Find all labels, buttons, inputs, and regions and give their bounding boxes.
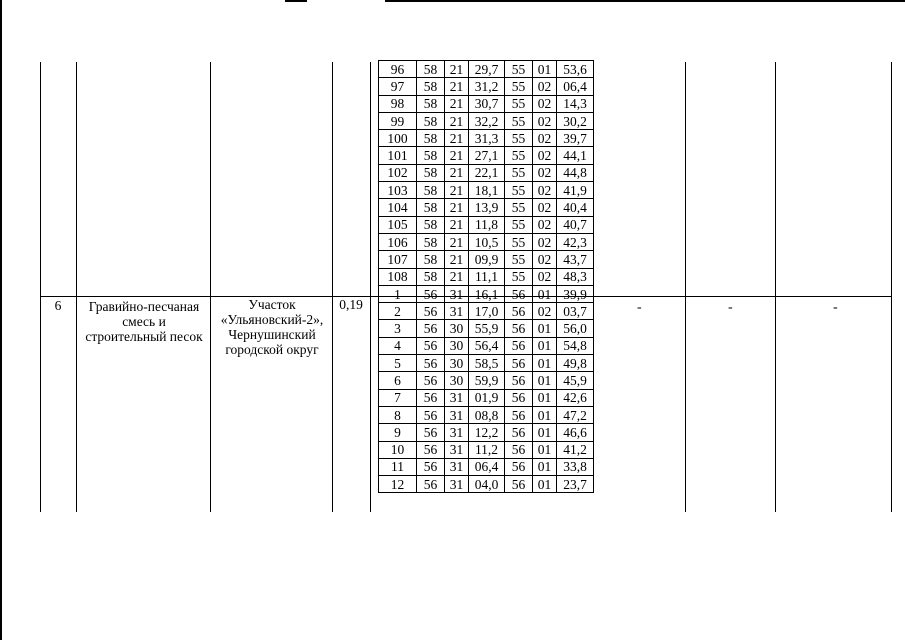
grid-line xyxy=(210,62,211,512)
coordinate-cell: 56 xyxy=(505,458,533,475)
coordinate-cell: 21 xyxy=(445,164,469,181)
coordinate-cell: 96 xyxy=(379,61,417,78)
coordinate-cell: 105 xyxy=(379,216,417,233)
empty-value-dash: - xyxy=(833,300,838,315)
coordinate-cell: 01 xyxy=(533,458,557,475)
empty-value-dash: - xyxy=(728,300,733,315)
coordinate-cell: 22,1 xyxy=(469,164,505,181)
coordinate-cell: 5 xyxy=(379,355,417,372)
grid-line xyxy=(685,62,686,512)
coordinate-row xyxy=(379,147,594,164)
coordinate-cell: 11 xyxy=(379,458,417,475)
coordinate-cell: 56 xyxy=(417,320,445,337)
coordinate-cell: 18,1 xyxy=(469,182,505,199)
coordinate-row xyxy=(379,320,594,337)
coordinate-row xyxy=(379,199,594,216)
coordinate-cell: 9 xyxy=(379,424,417,441)
coordinate-cell: 21 xyxy=(445,182,469,199)
grid-line xyxy=(76,62,77,512)
coordinate-cell: 53,6 xyxy=(557,61,594,78)
coordinate-cell: 48,3 xyxy=(557,268,594,285)
coordinate-cell: 01 xyxy=(533,406,557,423)
coordinate-cell: 06,4 xyxy=(469,458,505,475)
coordinate-cell: 06,4 xyxy=(557,78,594,95)
coordinate-row xyxy=(379,112,594,129)
grid-line xyxy=(40,62,41,512)
coordinate-cell: 02 xyxy=(533,268,557,285)
coordinate-cell: 108 xyxy=(379,268,417,285)
grid-line xyxy=(775,62,776,512)
coordinate-cell: 54,8 xyxy=(557,337,594,354)
coordinate-cell: 56 xyxy=(505,406,533,423)
coordinate-cell: 56 xyxy=(417,337,445,354)
coordinate-cell: 56 xyxy=(505,424,533,441)
coordinate-cell: 11,1 xyxy=(469,268,505,285)
coordinate-cell: 6 xyxy=(379,372,417,389)
coordinate-cell: 21 xyxy=(445,251,469,268)
coordinate-cell: 30 xyxy=(445,337,469,354)
coordinate-cell: 56 xyxy=(417,303,445,320)
coordinate-cell: 58 xyxy=(417,61,445,78)
coordinate-cell: 106 xyxy=(379,233,417,250)
coordinate-cell: 41,2 xyxy=(557,441,594,458)
coordinate-cell: 47,2 xyxy=(557,406,594,423)
coordinate-cell: 7 xyxy=(379,389,417,406)
coordinate-cell: 02 xyxy=(533,199,557,216)
coordinate-cell: 12,2 xyxy=(469,424,505,441)
coordinate-cell: 33,8 xyxy=(557,458,594,475)
coordinate-cell: 103 xyxy=(379,182,417,199)
coordinate-cell: 8 xyxy=(379,406,417,423)
coordinate-cell: 56 xyxy=(505,320,533,337)
coordinate-cell: 55,9 xyxy=(469,320,505,337)
coordinate-row xyxy=(379,441,594,458)
mineral-type: Гравийно-песчаная смесь и строительный песок xyxy=(85,299,203,344)
coordinate-cell: 31 xyxy=(445,389,469,406)
coordinate-cell: 44,1 xyxy=(557,147,594,164)
coordinate-cell: 46,6 xyxy=(557,424,594,441)
coordinate-row xyxy=(379,389,594,406)
coordinate-cell: 21 xyxy=(445,130,469,147)
coordinate-cell: 11,2 xyxy=(469,441,505,458)
coordinate-cell: 31,2 xyxy=(469,78,505,95)
grid-line xyxy=(332,62,333,512)
coordinate-cell: 16,1 xyxy=(469,285,505,302)
coordinate-cell: 21 xyxy=(445,78,469,95)
coordinate-row xyxy=(379,303,594,320)
coordinate-cell: 97 xyxy=(379,78,417,95)
coordinate-cell: 02 xyxy=(533,216,557,233)
coordinate-cell: 31 xyxy=(445,406,469,423)
coordinate-cell: 44,8 xyxy=(557,164,594,181)
coordinate-cell: 55 xyxy=(505,61,533,78)
coordinate-row xyxy=(379,372,594,389)
coordinate-cell: 56 xyxy=(417,389,445,406)
coordinate-cell: 55 xyxy=(505,199,533,216)
coordinate-row xyxy=(379,337,594,354)
coordinate-cell: 55 xyxy=(505,268,533,285)
grid-line xyxy=(370,62,371,512)
scan-left-edge xyxy=(0,0,2,640)
row-number: 6 xyxy=(54,298,62,313)
coordinate-cell: 58 xyxy=(417,164,445,181)
coordinate-cell: 56 xyxy=(505,441,533,458)
coordinate-cell: 56,0 xyxy=(557,320,594,337)
coordinate-cell: 03,7 xyxy=(557,303,594,320)
coordinate-cell: 55 xyxy=(505,233,533,250)
coordinate-cell: 30,7 xyxy=(469,95,505,112)
coordinate-cell: 55 xyxy=(505,164,533,181)
coordinate-cell: 107 xyxy=(379,251,417,268)
coordinate-row xyxy=(379,182,594,199)
coordinate-cell: 02 xyxy=(533,78,557,95)
coordinate-cell: 02 xyxy=(533,251,557,268)
coordinate-cell: 21 xyxy=(445,147,469,164)
coordinate-cell: 58,5 xyxy=(469,355,505,372)
coordinate-cell: 32,2 xyxy=(469,112,505,129)
coordinate-cell: 56 xyxy=(417,458,445,475)
coordinate-cell: 40,7 xyxy=(557,216,594,233)
coordinate-cell: 21 xyxy=(445,233,469,250)
coordinate-cell: 55 xyxy=(505,112,533,129)
coordinate-cell: 17,0 xyxy=(469,303,505,320)
coordinate-cell: 56 xyxy=(417,355,445,372)
coordinate-cell: 56 xyxy=(505,285,533,302)
coordinate-cell: 104 xyxy=(379,199,417,216)
coordinate-cell: 56 xyxy=(505,372,533,389)
coordinate-cell: 58 xyxy=(417,130,445,147)
coordinate-cell: 21 xyxy=(445,268,469,285)
coordinate-cell: 01 xyxy=(533,476,557,493)
coordinate-cell: 12 xyxy=(379,476,417,493)
coordinate-cell: 4 xyxy=(379,337,417,354)
coordinate-cell: 21 xyxy=(445,216,469,233)
coordinate-row xyxy=(379,406,594,423)
site-name: Участок «Ульяновский-2», Чернушинский городской округ xyxy=(220,297,324,357)
coordinate-cell: 58 xyxy=(417,78,445,95)
coordinate-cell: 04,0 xyxy=(469,476,505,493)
coordinate-cell: 102 xyxy=(379,164,417,181)
coordinate-cell: 01 xyxy=(533,441,557,458)
coordinate-cell: 27,1 xyxy=(469,147,505,164)
coordinate-cell: 58 xyxy=(417,147,445,164)
coordinate-cell: 42,3 xyxy=(557,233,594,250)
coordinate-row xyxy=(379,476,594,493)
coordinate-cell: 30 xyxy=(445,355,469,372)
coordinate-cell: 55 xyxy=(505,78,533,95)
coordinates-table xyxy=(378,60,594,493)
coordinate-cell: 02 xyxy=(533,233,557,250)
coordinate-cell: 23,7 xyxy=(557,476,594,493)
coordinate-cell: 31 xyxy=(445,458,469,475)
coordinate-row xyxy=(379,78,594,95)
coordinate-cell: 10 xyxy=(379,441,417,458)
coordinate-row xyxy=(379,424,594,441)
coordinate-cell: 21 xyxy=(445,61,469,78)
coordinate-cell: 02 xyxy=(533,303,557,320)
coordinate-cell: 01 xyxy=(533,389,557,406)
coordinate-cell: 56 xyxy=(505,476,533,493)
coordinate-row xyxy=(379,164,594,181)
coordinate-cell: 99 xyxy=(379,112,417,129)
coordinate-cell: 45,9 xyxy=(557,372,594,389)
coordinate-cell: 31,3 xyxy=(469,130,505,147)
coordinate-cell: 09,9 xyxy=(469,251,505,268)
coordinate-cell: 41,9 xyxy=(557,182,594,199)
empty-value-dash: - xyxy=(637,300,642,315)
coordinate-cell: 08,8 xyxy=(469,406,505,423)
coordinate-cell: 43,7 xyxy=(557,251,594,268)
coordinate-cell: 01 xyxy=(533,424,557,441)
coordinate-cell: 58 xyxy=(417,182,445,199)
coordinate-cell: 98 xyxy=(379,95,417,112)
coordinate-cell: 59,9 xyxy=(469,372,505,389)
coordinate-row xyxy=(379,458,594,475)
coordinate-cell: 55 xyxy=(505,182,533,199)
coordinate-cell: 30,2 xyxy=(557,112,594,129)
area-value: 0,19 xyxy=(339,297,363,312)
coordinate-cell: 31 xyxy=(445,303,469,320)
coordinate-cell: 56 xyxy=(417,476,445,493)
coordinate-cell: 01,9 xyxy=(469,389,505,406)
coordinate-cell: 02 xyxy=(533,182,557,199)
coordinate-row xyxy=(379,130,594,147)
coordinate-row xyxy=(379,268,594,285)
coordinate-cell: 02 xyxy=(533,164,557,181)
coordinate-cell: 29,7 xyxy=(469,61,505,78)
coordinate-cell: 58 xyxy=(417,95,445,112)
coordinate-cell: 1 xyxy=(379,285,417,302)
coordinate-cell: 02 xyxy=(533,95,557,112)
coordinate-row xyxy=(379,251,594,268)
coordinate-cell: 55 xyxy=(505,130,533,147)
coordinate-cell: 55 xyxy=(505,251,533,268)
coordinate-cell: 02 xyxy=(533,112,557,129)
coordinate-cell: 56 xyxy=(505,355,533,372)
coordinate-cell: 31 xyxy=(445,285,469,302)
coordinate-cell: 56 xyxy=(505,303,533,320)
coordinate-cell: 56 xyxy=(417,406,445,423)
coordinate-cell: 58 xyxy=(417,199,445,216)
coordinate-cell: 01 xyxy=(533,372,557,389)
coordinate-cell: 40,4 xyxy=(557,199,594,216)
coordinate-row xyxy=(379,233,594,250)
coordinate-cell: 100 xyxy=(379,130,417,147)
coordinate-cell: 58 xyxy=(417,216,445,233)
coordinate-row xyxy=(379,285,594,302)
coordinate-cell: 31 xyxy=(445,441,469,458)
coordinate-cell: 2 xyxy=(379,303,417,320)
coordinate-cell: 21 xyxy=(445,199,469,216)
coordinate-cell: 58 xyxy=(417,112,445,129)
coordinate-cell: 58 xyxy=(417,233,445,250)
coordinate-cell: 56 xyxy=(505,389,533,406)
coordinate-cell: 56 xyxy=(505,337,533,354)
coordinate-cell: 14,3 xyxy=(557,95,594,112)
coordinate-cell: 01 xyxy=(533,61,557,78)
coordinate-row xyxy=(379,61,594,78)
coordinate-cell: 56 xyxy=(417,372,445,389)
coordinate-row xyxy=(379,95,594,112)
coordinate-cell: 01 xyxy=(533,320,557,337)
grid-line xyxy=(891,62,892,512)
coordinate-row xyxy=(379,216,594,233)
coordinate-cell: 56,4 xyxy=(469,337,505,354)
coordinate-cell: 49,8 xyxy=(557,355,594,372)
coordinate-cell: 31 xyxy=(445,476,469,493)
coordinate-row xyxy=(379,355,594,372)
coordinate-cell: 39,7 xyxy=(557,130,594,147)
coordinate-cell: 42,6 xyxy=(557,389,594,406)
coordinate-cell: 56 xyxy=(417,285,445,302)
coordinate-cell: 02 xyxy=(533,130,557,147)
coordinate-cell: 56 xyxy=(417,424,445,441)
coordinate-cell: 10,5 xyxy=(469,233,505,250)
coordinate-cell: 01 xyxy=(533,285,557,302)
coordinate-cell: 30 xyxy=(445,372,469,389)
coordinate-cell: 31 xyxy=(445,424,469,441)
coordinate-cell: 55 xyxy=(505,95,533,112)
coordinate-cell: 11,8 xyxy=(469,216,505,233)
coordinate-cell: 30 xyxy=(445,320,469,337)
coordinate-cell: 3 xyxy=(379,320,417,337)
coordinate-cell: 55 xyxy=(505,147,533,164)
coordinate-cell: 01 xyxy=(533,355,557,372)
coordinate-cell: 01 xyxy=(533,337,557,354)
coordinate-cell: 55 xyxy=(505,216,533,233)
coordinate-cell: 58 xyxy=(417,251,445,268)
coordinate-cell: 39,9 xyxy=(557,285,594,302)
coordinate-cell: 02 xyxy=(533,147,557,164)
coordinate-cell: 21 xyxy=(445,112,469,129)
coordinate-cell: 58 xyxy=(417,268,445,285)
coordinate-cell: 13,9 xyxy=(469,199,505,216)
coordinate-cell: 101 xyxy=(379,147,417,164)
scan-top-edge xyxy=(275,0,905,3)
coordinate-cell: 21 xyxy=(445,95,469,112)
coordinate-cell: 56 xyxy=(417,441,445,458)
